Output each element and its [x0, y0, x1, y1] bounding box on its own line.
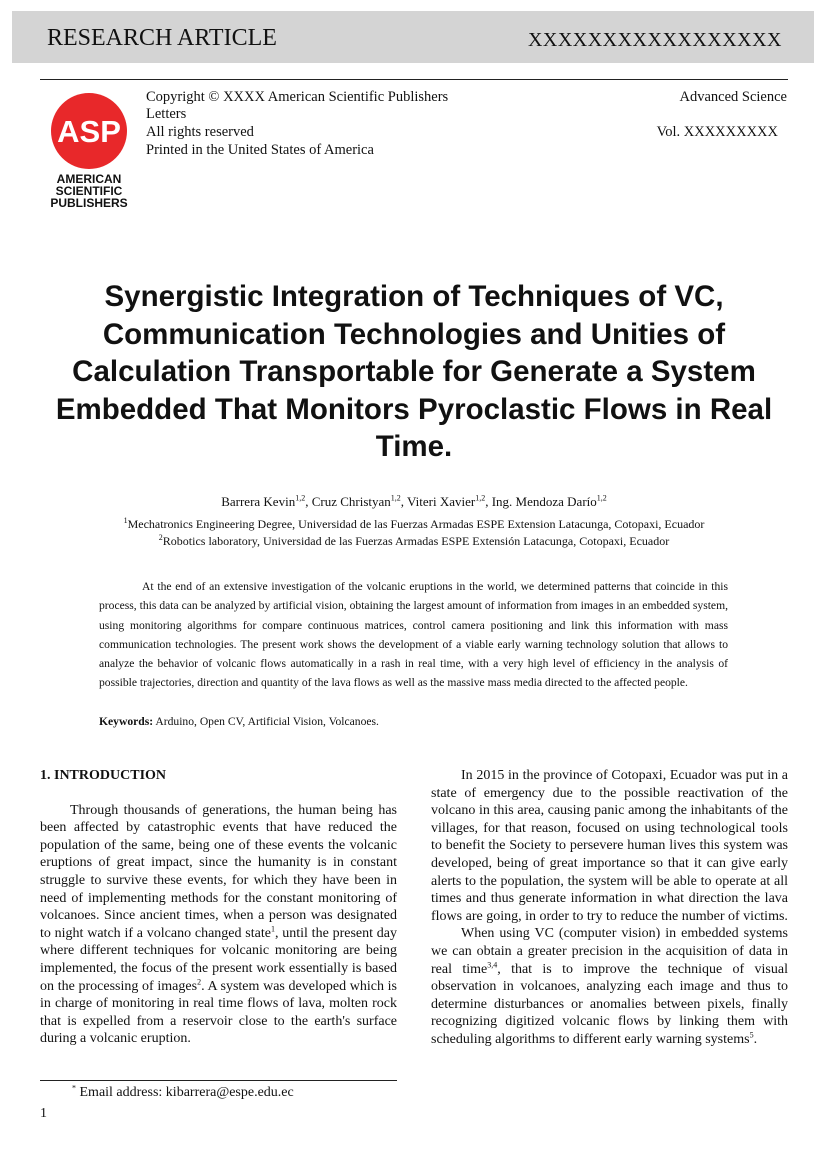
body-paragraph: In 2015 in the province of Cotopaxi, Ecuador was put in a state of emergency due to the possible reactivation of the volcano in this area, causing panic among the inhabitants of the villages, for that reason, focused on using technological tools to benefit the Society to persevere human lives this system was developed, being of great importance so that it can give early alerts to the population, the system will be able to operate at all times and thus generate information in what direction the lava flows are going, in order to try to reduce the number of victims. — [431, 768, 788, 924]
publisher-logo — [44, 90, 134, 210]
keywords — [99, 714, 379, 730]
affiliation-text: Robotics laboratory, Universidad de las Fuerzas Armadas ESPE Extensión Latacunga, Cotopaxi, Ecuador — [162, 534, 670, 548]
keywords-text: Arduino, Open CV, Artificial Vision, Volcanoes. — [155, 715, 379, 728]
footnote-divider — [40, 1080, 397, 1081]
abstract: At the end of an extensive investigation of the volcanic eruptions in the world, we determined patterns that coincide in this process, this data can be analyzed by artificial vision, obtaining the largest amount of information from images in an embedded system, using monitoring algorithms for compare continuous matrices, control camera positioning and link this information with mass communication technologies. The present work shows the development of a viable early warning technology solution that allows to analyze the behavior of volcanic flows automatically in a rash in real time, with a very high level of efficiency in the analysis of possible trajectories, direction and quantity of the lava flows as well as the massive mass media directed to the affected people. — [99, 580, 728, 690]
author-affiliation-mark: 1,2 — [475, 493, 486, 503]
author-name: Viteri Xavier — [407, 494, 476, 509]
header-divider — [40, 79, 788, 80]
author-name: Barrera Kevin — [221, 494, 296, 509]
page-number: 1 — [40, 1106, 47, 1121]
paragraph-text: . — [753, 1031, 758, 1047]
citation-mark: 2 — [197, 976, 202, 986]
affiliation — [40, 517, 788, 532]
author-affiliation-mark: 1,2 — [295, 493, 306, 503]
logo-caption-line-3: PUBLISHERS — [50, 196, 128, 210]
body-paragraph — [40, 802, 397, 1048]
author-name: Ing. Mendoza Darío — [491, 494, 597, 509]
affiliation-text: Mechatronics Engineering Degree, Universidad de las Fuerzas Armadas ESPE Extension Latacunga, Cotopaxi, Ecuador — [127, 517, 705, 531]
journal-name: Advanced Science — [679, 89, 787, 105]
paragraph-text: , that is to improve the technique of visual observation in volcanoes, analyzing each image and thus to determine disturbances or anomalies between pixels, finally recognizing digitized volcanic flows by linking them with scheduling algorithms to different early warning systems — [431, 961, 788, 1047]
footnote-mark: * — [72, 1083, 76, 1093]
affiliation — [40, 534, 788, 549]
article-id-placeholder: XXXXXXXXXXXXXXXXX — [527, 29, 782, 51]
volume-label: Vol. XXXXXXXXX — [656, 124, 778, 140]
keywords-label: Keywords: — [99, 715, 154, 728]
left-column — [40, 767, 397, 1048]
rights-line: All rights reserved — [146, 124, 254, 140]
section-heading: 1. INTRODUCTION — [40, 768, 167, 783]
logo-text: ASP — [57, 114, 121, 149]
paper-title: Synergistic Integration of Techniques of VC, Communication Technologies and Unities of Calculation Transportable for Generate a System Embedded That Monitors Pyroclastic Flows in Real Time. — [55, 280, 773, 463]
copyright-line: Copyright © XXXX American Scientific Publishers — [146, 89, 449, 105]
author-affiliation-mark: 1,2 — [596, 493, 607, 503]
paragraph-text: , until the present day where different techniques for volcanic monitoring are being implemented, the focus of the present work essentially is based on the processing of images — [40, 925, 397, 994]
right-column — [431, 767, 788, 1049]
citation-mark: 5 — [749, 1030, 754, 1040]
paragraph-text: When using VC (computer vision) in embedded systems we can obtain a greater precision in the acquisition of data in real time — [431, 926, 788, 977]
journal-name-continued: Letters — [146, 106, 187, 122]
author-list: Barrera Kevin$^{1,2}$, Cruz Christyan$^{1,2}$, Viteri Xavier$^{1,2}$, Ing. Mendoza Darío$^{1,2}$ — [221, 493, 607, 509]
author-name: Cruz Christyan — [311, 494, 391, 509]
author-affiliation-mark: 1,2 — [390, 493, 401, 503]
footnote-text: Email address: kibarrera@espe.edu.ec — [76, 1085, 294, 1100]
affiliation-mark: 2 — [158, 533, 163, 542]
body-paragraph — [431, 925, 788, 1048]
footnote — [72, 1084, 294, 1102]
citation-mark: 3,4 — [487, 959, 498, 969]
logo-caption-line-1: AMERICAN — [56, 172, 122, 186]
printed-line: Printed in the United States of America — [146, 142, 374, 158]
paragraph-text: Through thousands of generations, the human being has been affected by catastrophic events that have reduced the population of the same, being one of these events the volcanic eruptions of great impact, since the humanity is in constant struggle to survive these events, for which they have been in need of implementing methods for the constant monitoring of volcanoes. Since ancient times, when a person was designated to night watch if a volcano changed state — [40, 802, 397, 941]
article-type-label: RESEARCH ARTICLE — [47, 25, 277, 51]
logo-caption-line-2: SCIENTIFIC — [55, 184, 123, 198]
paragraph-text: . A system was developed which is in charge of monitoring in real time flows of lava, molten rock that is expelled from a reservoir close to the earth's surface during a volcanic eruption. — [40, 978, 398, 1047]
citation-mark: 1 — [270, 924, 275, 934]
affiliation-mark: 1 — [123, 516, 128, 525]
